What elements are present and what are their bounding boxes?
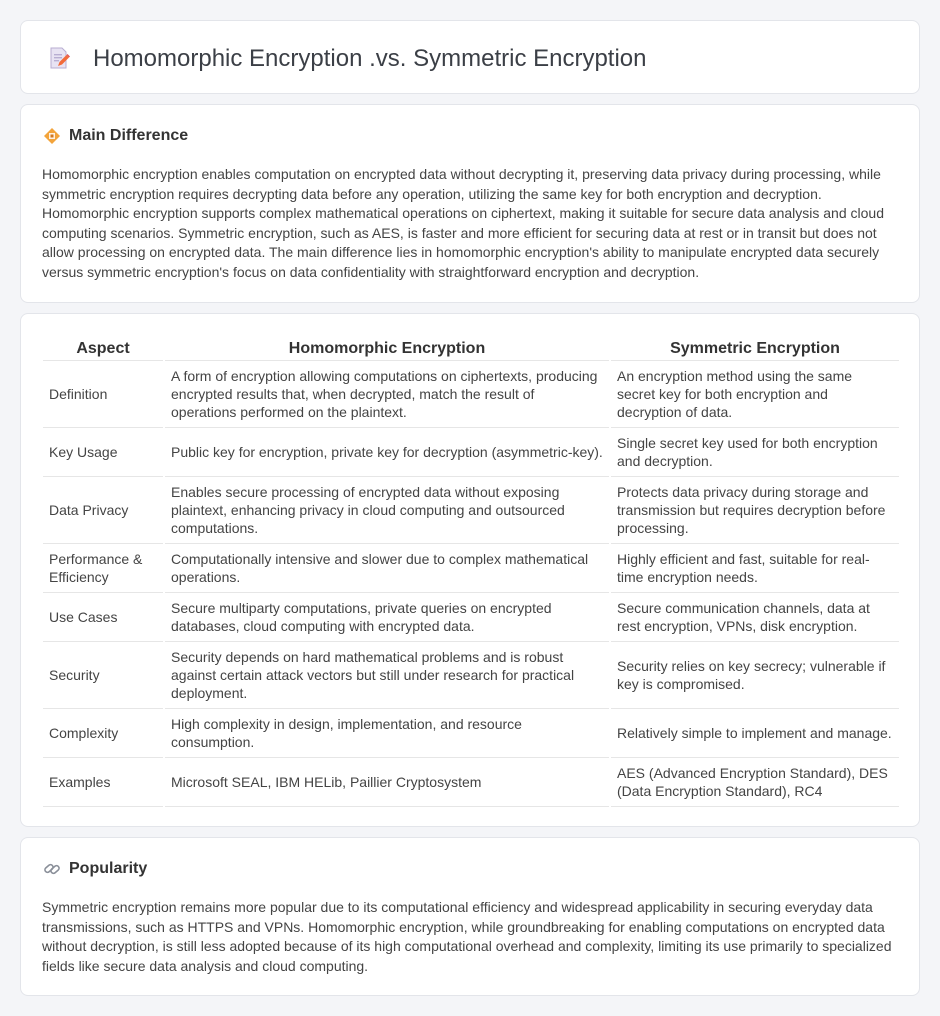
- row-aspect: Key Usage: [43, 427, 164, 476]
- header-symmetric: Symmetric Encryption: [610, 334, 899, 360]
- row-symmetric: An encryption method using the same secret key for both encryption and decryption of data.: [610, 360, 899, 427]
- row-symmetric: AES (Advanced Encryption Standard), DES (Data Encryption Standard), RC4: [610, 757, 899, 806]
- comparison-table: [43, 334, 899, 807]
- row-homomorphic: Secure multiparty computations, private queries on encrypted databases, cloud computing with encrypted data.: [164, 592, 610, 641]
- main-difference-text: Homomorphic encryption enables computation on encrypted data without decrypting it, preserving data privacy during processing, while symmetric encryption requires decrypting data before any operation, utilizing the same key for both encryption and decryption. Homomorphic encryption supports complex mathematical operations on ciphertext, making it suitable for secure data analysis and cloud computing scenarios. Symmetric encryption, such as AES, is faster and more efficient for securing data at rest or in transit but does not allow processing on encrypted data. The main difference lies in homomorphic encryption's ability to manipulate encrypted data securely versus symmetric encryption's focus on data confidentiality with straightforward encryption and decryption.: [42, 166, 884, 280]
- row-symmetric: Single secret key used for both encryption and decryption.: [610, 427, 899, 476]
- comparison-section: [20, 313, 920, 827]
- popularity-text: Symmetric encryption remains more popular due to its computational efficiency and widespread applicability in securing everyday data transmissions, such as HTTPS and VPNs. Homomorphic encryption, while groundbreaking for enabling computations on encrypted data without decryption, is still less adopted because of its high computational overhead and complexity, limiting its use primarily to specialized fields like secure data analysis and cloud computing.: [42, 899, 892, 974]
- row-symmetric: Protects data privacy during storage and transmission but requires decryption before processing.: [610, 476, 899, 543]
- row-aspect: Complexity: [43, 708, 164, 757]
- main-difference-title: Main Difference: [69, 127, 189, 144]
- row-aspect: Use Cases: [43, 592, 164, 641]
- row-aspect: Security: [43, 641, 164, 708]
- row-homomorphic: Public key for encryption, private key for decryption (asymmetric-key).: [164, 427, 610, 476]
- table-row: [43, 708, 899, 757]
- diamond-icon: [43, 127, 61, 145]
- header-homomorphic: Homomorphic Encryption: [164, 334, 610, 360]
- header-aspect: Aspect: [43, 334, 164, 360]
- row-symmetric: Relatively simple to implement and manage.: [610, 708, 899, 757]
- main-difference-header: [43, 127, 188, 145]
- row-homomorphic: A form of encryption allowing computations on ciphertexts, producing encrypted results that, when decrypted, match the result of operations performed on the plaintext.: [164, 360, 610, 427]
- row-homomorphic: Security depends on hard mathematical problems and is robust against certain attack vectors but still under research for practical deployment.: [164, 641, 610, 708]
- row-homomorphic: Computationally intensive and slower due to complex mathematical operations.: [164, 543, 610, 592]
- row-symmetric: Security relies on key secrecy; vulnerable if key is compromised.: [610, 641, 899, 708]
- header-card: [20, 20, 920, 94]
- row-aspect: Performance & Efficiency: [43, 543, 164, 592]
- table-row: [43, 592, 899, 641]
- page-title: Homomorphic Encryption .vs. Symmetric Encryption: [93, 45, 647, 72]
- popularity-section: [20, 837, 920, 996]
- row-symmetric: Secure communication channels, data at rest encryption, VPNs, disk encryption.: [610, 592, 899, 641]
- document-pencil-icon: [47, 46, 71, 70]
- link-icon: [43, 860, 61, 878]
- table-header-row: [43, 334, 899, 360]
- table-row: [43, 543, 899, 592]
- popularity-title: Popularity: [69, 860, 148, 877]
- row-aspect: Definition: [43, 360, 164, 427]
- row-homomorphic: Microsoft SEAL, IBM HELib, Paillier Cryptosystem: [164, 757, 610, 806]
- table-row: [43, 427, 899, 476]
- main-difference-section: [20, 104, 920, 303]
- table-row: [43, 360, 899, 427]
- table-row: [43, 757, 899, 806]
- row-symmetric: Highly efficient and fast, suitable for real-time encryption needs.: [610, 543, 899, 592]
- row-homomorphic: Enables secure processing of encrypted data without exposing plaintext, enhancing privacy in cloud computing and outsourced computations.: [164, 476, 610, 543]
- row-aspect: Data Privacy: [43, 476, 164, 543]
- popularity-header: [43, 860, 147, 878]
- row-aspect: Examples: [43, 757, 164, 806]
- table-row: [43, 641, 899, 708]
- row-homomorphic: High complexity in design, implementation, and resource consumption.: [164, 708, 610, 757]
- table-row: [43, 476, 899, 543]
